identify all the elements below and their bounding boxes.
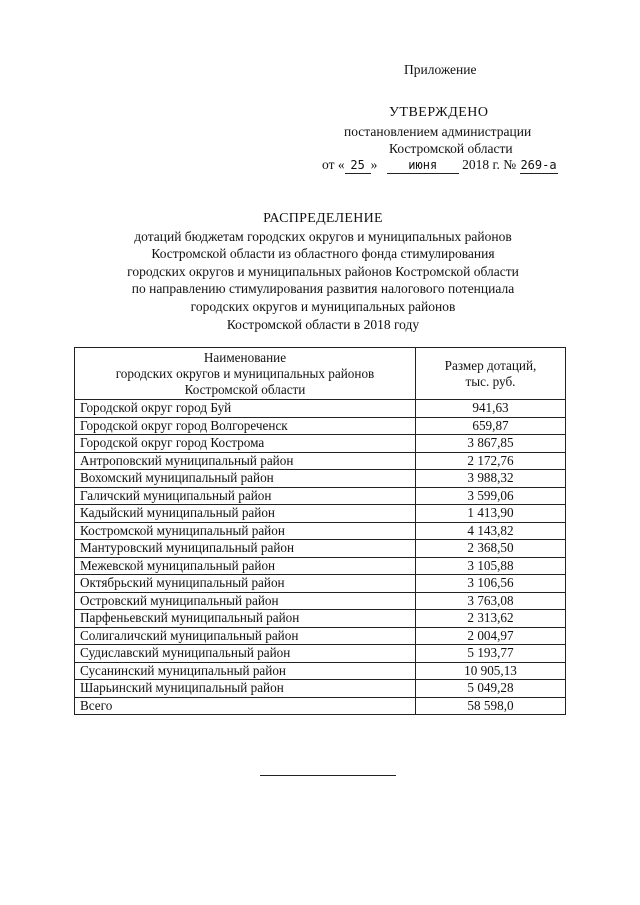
title-line: дотаций бюджетам городских округов и муниципальных районов	[134, 228, 512, 244]
document-number: 269-а	[520, 158, 557, 172]
title-line: по направлению стимулирования развития налогового потенциала	[131, 281, 515, 297]
table-row	[75, 400, 566, 418]
row-value: 3 867,85	[416, 435, 566, 453]
row-name: Городской округ город Волгореченск	[75, 417, 416, 435]
row-value: 941,63	[416, 400, 566, 418]
header-line: Наименование	[203, 349, 287, 365]
date-month: июня	[387, 158, 459, 174]
table-row	[75, 435, 566, 453]
table-header-row	[75, 348, 566, 400]
table-row	[75, 417, 566, 435]
row-value: 1 413,90	[416, 505, 566, 523]
row-name: Межевской муниципальный район	[75, 557, 416, 575]
row-name: Солигаличский муниципальный район	[75, 627, 416, 645]
table-row	[75, 557, 566, 575]
header-line: Костромской области	[184, 381, 306, 397]
row-value: 3 599,06	[416, 487, 566, 505]
row-name: Вохомский муниципальный район	[75, 470, 416, 488]
row-name: Кадыйский муниципальный район	[75, 505, 416, 523]
row-name: Парфеньевский муниципальный район	[75, 610, 416, 628]
appendix-label: Приложение	[404, 62, 477, 77]
title-line: городских округов и муниципальных районов Костромской области	[127, 263, 519, 279]
row-name: Всего	[75, 697, 416, 715]
table-row	[75, 452, 566, 470]
row-value: 2 004,97	[416, 627, 566, 645]
row-value: 2 368,50	[416, 540, 566, 558]
approved-by-line1: постановлением администрации	[344, 124, 532, 139]
date-year: 2018 г. №	[462, 157, 517, 172]
row-value: 58 598,0	[416, 697, 566, 715]
row-name: Городской округ город Буй	[75, 400, 416, 418]
date-prefix: от «	[322, 157, 345, 172]
row-value: 5 049,28	[416, 680, 566, 698]
header-line: тыс. руб.	[465, 373, 516, 389]
table-row	[75, 487, 566, 505]
row-name: Шарьинский муниципальный район	[75, 680, 416, 698]
table-row	[75, 645, 566, 663]
table-row	[75, 610, 566, 628]
title-heading: РАСПРЕДЕЛЕНИЕ	[263, 211, 383, 226]
document-title	[80, 210, 566, 333]
approved-by-line2: Костромской области	[389, 141, 513, 156]
table-row	[75, 592, 566, 610]
row-value: 659,87	[416, 417, 566, 435]
header-line: городских округов и муниципальных районов	[115, 365, 375, 381]
row-value: 3 763,08	[416, 592, 566, 610]
row-name: Костромской муниципальный район	[75, 522, 416, 540]
column-header-name	[75, 348, 416, 400]
approval-date-line	[322, 157, 558, 174]
row-value: 3 988,32	[416, 470, 566, 488]
row-name: Антроповский муниципальный район	[75, 452, 416, 470]
row-name: Галичский муниципальный район	[75, 487, 416, 505]
table-row	[75, 505, 566, 523]
table-row	[75, 540, 566, 558]
row-value: 3 106,56	[416, 575, 566, 593]
row-name: Островский муниципальный район	[75, 592, 416, 610]
row-value: 5 193,77	[416, 645, 566, 663]
end-divider	[260, 775, 396, 776]
table-row	[75, 522, 566, 540]
table-row	[75, 470, 566, 488]
date-day: 25	[345, 158, 371, 174]
table-row	[75, 697, 566, 715]
row-value: 2 172,76	[416, 452, 566, 470]
row-name: Мантуровский муниципальный район	[75, 540, 416, 558]
table-row	[75, 662, 566, 680]
header-line: Размер дотаций,	[444, 357, 537, 373]
table-row	[75, 575, 566, 593]
table-row	[75, 680, 566, 698]
subsidy-table	[74, 347, 566, 715]
date-close: »	[370, 157, 378, 172]
row-value: 2 313,62	[416, 610, 566, 628]
row-value: 10 905,13	[416, 662, 566, 680]
row-name: Судиславский муниципальный район	[75, 645, 416, 663]
row-name: Октябрьский муниципальный район	[75, 575, 416, 593]
row-value: 3 105,88	[416, 557, 566, 575]
table-row	[75, 627, 566, 645]
title-line: Костромской области из областного фонда стимулирования	[151, 246, 495, 262]
row-name: Городской округ город Кострома	[75, 435, 416, 453]
row-name: Сусанинский муниципальный район	[75, 662, 416, 680]
approved-stamp: УТВЕРЖДЕНО	[389, 105, 489, 120]
column-header-amount	[416, 348, 566, 400]
title-line: городских округов и муниципальных районов	[190, 298, 456, 314]
row-value: 4 143,82	[416, 522, 566, 540]
title-line: Костромской области в 2018 году	[226, 316, 420, 332]
